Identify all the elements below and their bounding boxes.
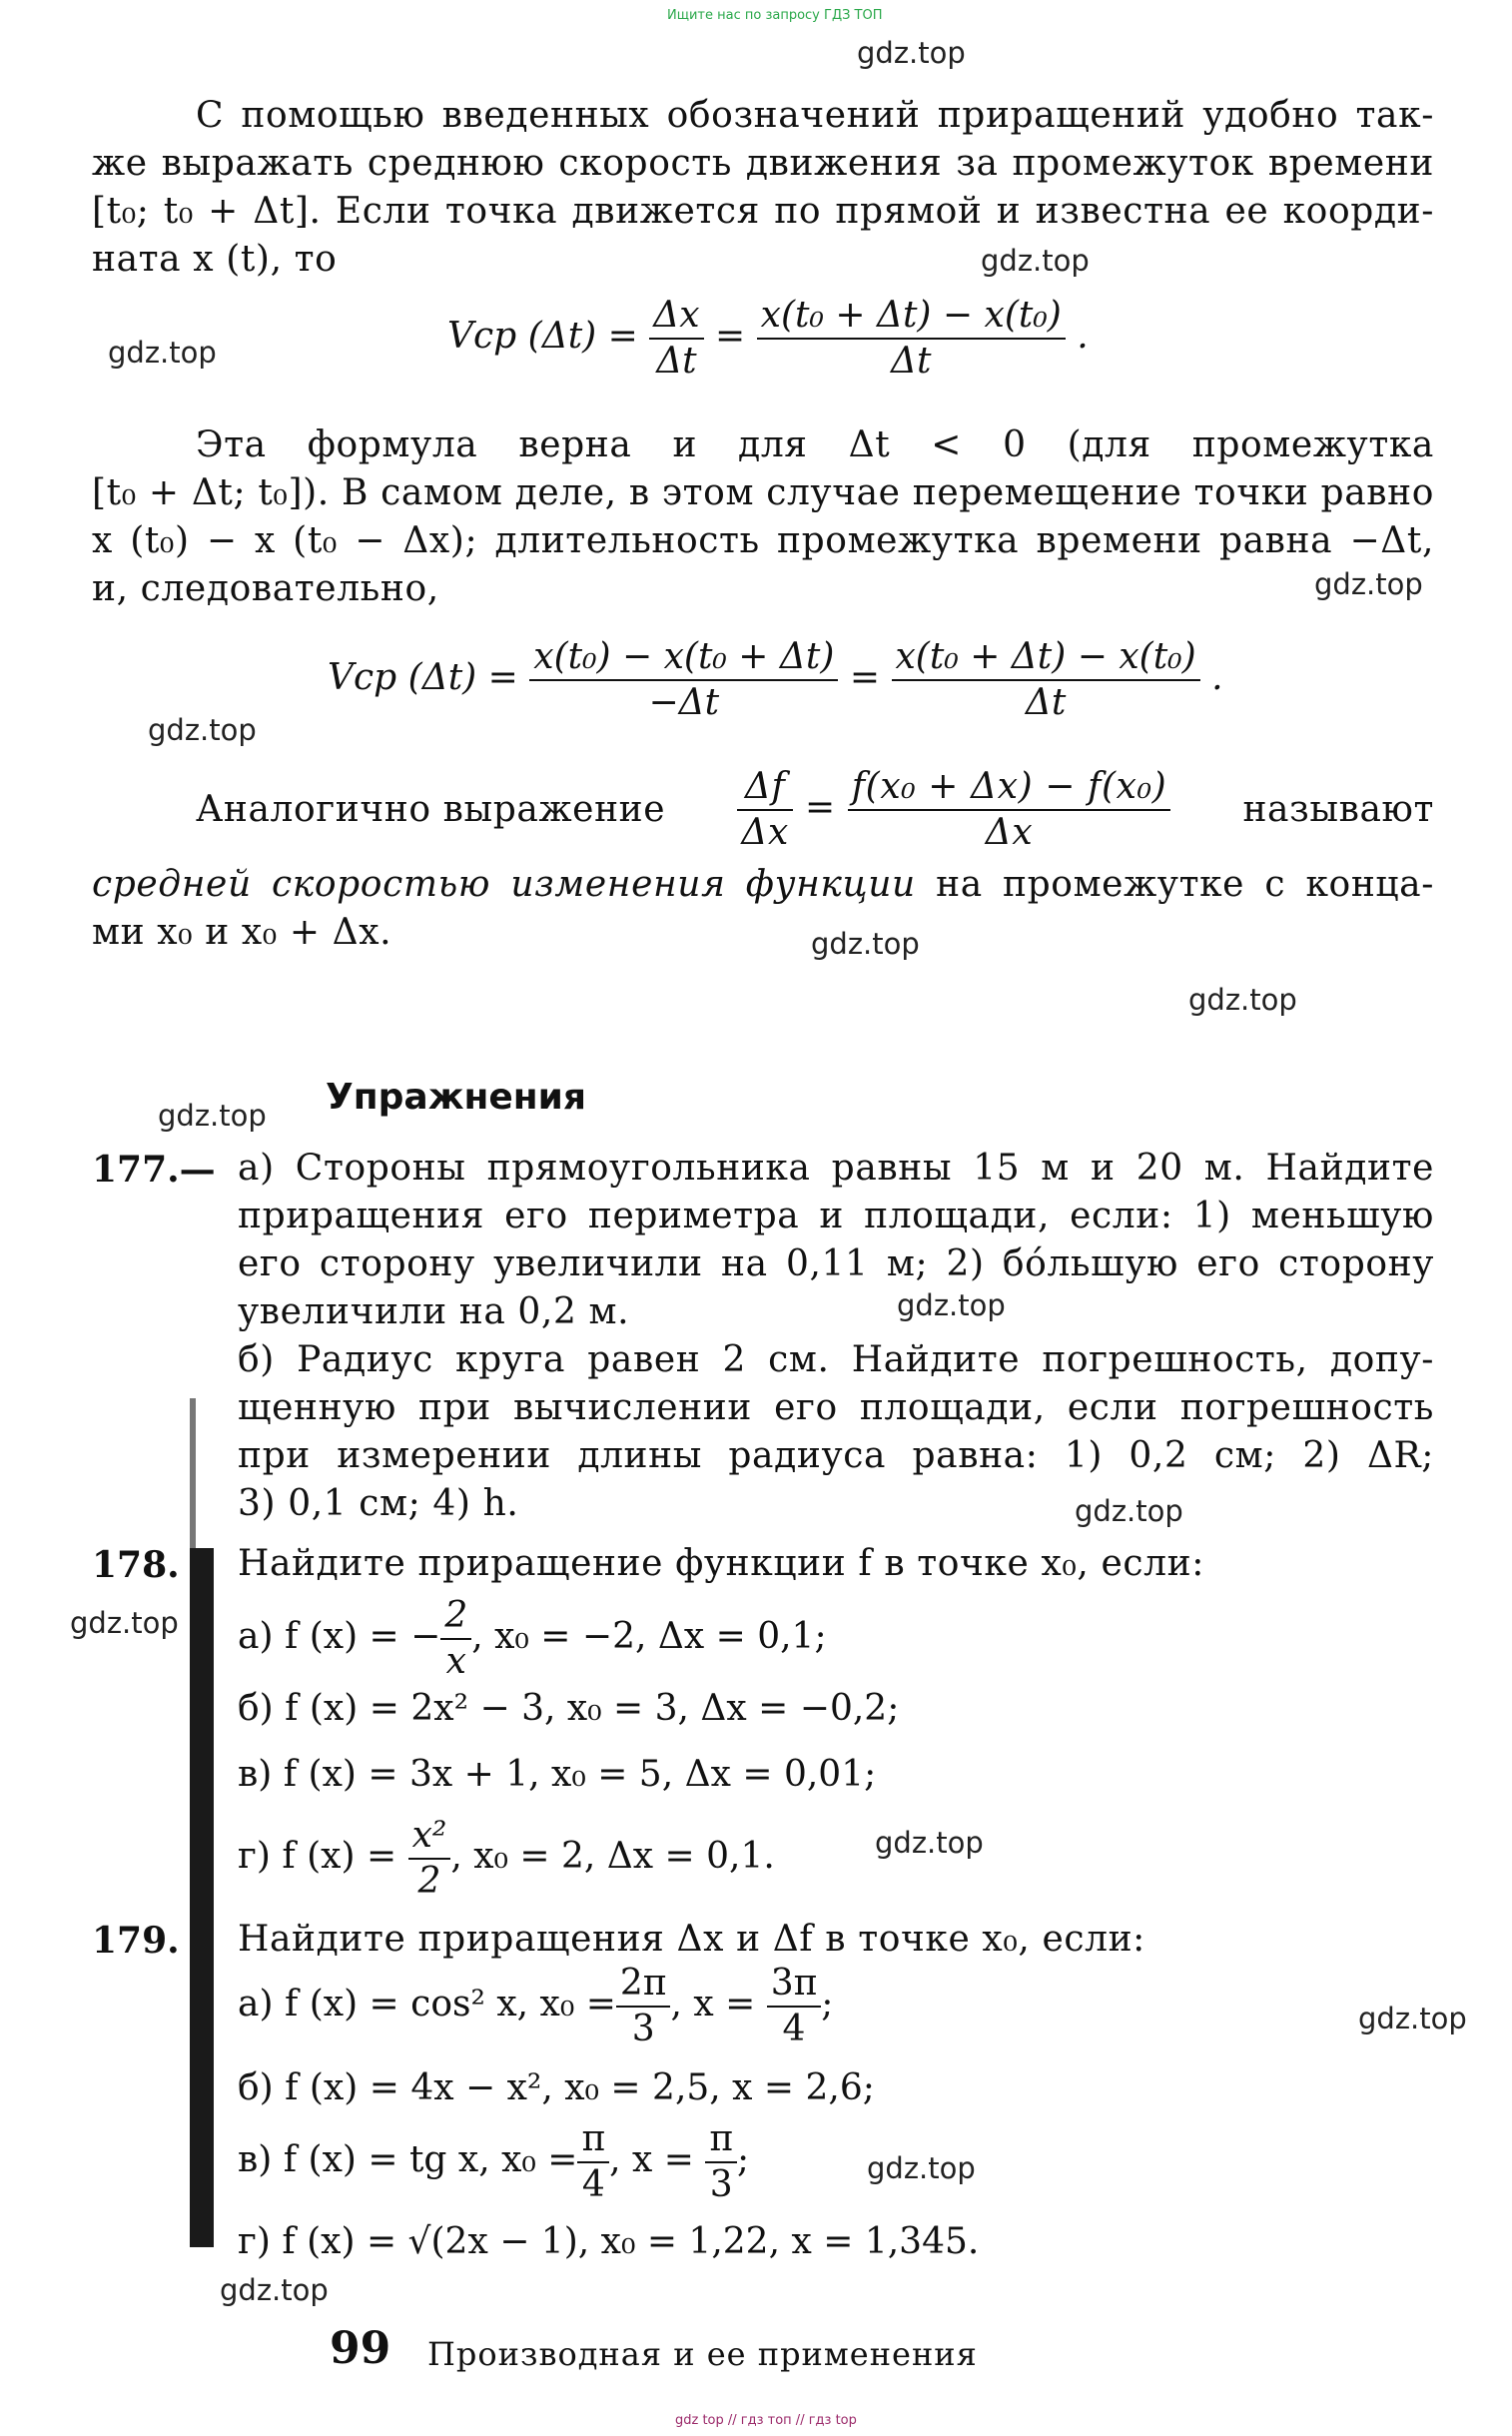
fraction-denominator: Δt — [656, 341, 697, 382]
equals-sign: = — [804, 787, 836, 828]
fraction-denominator: Δx — [985, 812, 1034, 853]
watermark: gdz.top — [867, 2151, 976, 2185]
text-fragment: в) f (x) = tg x, x₀ = — [238, 2139, 578, 2180]
exercise-178-b: б) f (x) = 2x² − 3, x₀ = 3, Δx = −0,2; — [238, 1688, 900, 1729]
watermark: gdz.top — [220, 2273, 329, 2307]
fraction-denominator: 3 — [709, 2164, 733, 2205]
fraction-numerator: x(t₀ + Δt) − x(t₀) — [757, 294, 1066, 340]
text-line: С помощью введенных обозначений приращений удобно так- — [196, 95, 1434, 136]
watermark: gdz.top — [148, 713, 257, 747]
text-line: и, следовательно, — [92, 568, 439, 609]
section-heading: Упражнения — [326, 1077, 587, 1118]
paragraph-2 — [92, 421, 1434, 613]
fraction-numerator: x(t₀) − x(t₀ + Δt) — [529, 635, 838, 681]
text-line: Эта формула верна и для Δt < 0 (для промежутка — [196, 424, 1434, 465]
text-line: при измерении длины радиуса равна: 1) 0,2 см; 2) ΔR; — [238, 1435, 1434, 1476]
exercise-number: 179. — [92, 1920, 180, 1962]
page-number: 99 — [330, 2323, 391, 2374]
margin-bar — [190, 1398, 196, 1548]
fraction-denominator: Δx — [741, 812, 789, 853]
text-line — [92, 861, 1434, 909]
formula-average-velocity — [447, 294, 1089, 384]
text-line: б) Радиус круга равен 2 см. Найдите погрешность, допу- — [238, 1339, 1434, 1380]
text-fragment: а) f (x) = − — [238, 1616, 441, 1657]
text-line: ната x (t), то — [92, 239, 338, 280]
fraction-numerator: 2 — [440, 1594, 471, 1640]
formula-lhs: Vср (Δt) = — [447, 316, 638, 357]
watermark: gdz.top — [70, 1606, 179, 1640]
watermark: gdz.top — [981, 244, 1090, 278]
fraction-denominator: −Δt — [648, 682, 720, 723]
fraction-numerator: 3π — [767, 1962, 822, 2008]
fraction-numerator: π — [705, 2117, 737, 2163]
exercise-177 — [238, 1145, 1434, 1528]
fraction-numerator: π — [577, 2117, 609, 2163]
watermark: gdz.top — [811, 927, 920, 961]
paragraph-3-rest — [92, 861, 1434, 957]
exercise-178 — [238, 1540, 1434, 1588]
exercise-179 — [238, 1916, 1434, 1964]
text-line: ми x₀ и x₀ + Δx. — [92, 912, 392, 953]
watermark: gdz.top — [1358, 2002, 1467, 2035]
text-line: Найдите приращения Δx и Δf в точке x₀, если: — [238, 1919, 1145, 1960]
watermark: gdz.top — [158, 1099, 267, 1133]
fraction-numerator: f(x₀ + Δx) − f(x₀) — [848, 765, 1171, 811]
text-fragment: , x = — [670, 1984, 756, 2025]
text-line: Найдите приращение функции f в точке x₀, если: — [238, 1543, 1204, 1584]
formula-lhs: Vср (Δt) = — [328, 657, 518, 698]
text-line: увеличили на 0,2 м. — [238, 1291, 630, 1332]
fraction-denominator: Δt — [891, 341, 932, 382]
text-fragment: а) f (x) = cos² x, x₀ = — [238, 1984, 616, 2025]
text-line: а) Стороны прямоугольника равны 15 м и 20 м. Найдите — [238, 1148, 1434, 1189]
fraction-numerator: Δf — [737, 765, 793, 811]
text-line: его сторону увеличили на 0,11 м; 2) бо́льшую его сторону — [238, 1243, 1434, 1284]
exercise-number: 177.— — [92, 1149, 216, 1191]
text-fragment: Аналогично выражение — [196, 789, 666, 830]
paragraph-1 — [92, 92, 1434, 284]
exercise-179-c — [238, 2117, 749, 2207]
text-fragment: ; — [821, 1984, 834, 2025]
text-line: приращения его периметра и площади, если: 1) меньшую — [238, 1196, 1434, 1236]
fraction-denominator: 3 — [631, 2009, 655, 2049]
fraction-denominator: 4 — [782, 2009, 806, 2049]
fraction-denominator: x — [445, 1641, 466, 1682]
text-fragment: , x₀ = 2, Δx = 0,1. — [450, 1836, 775, 1877]
exercise-number: 178. — [92, 1544, 180, 1586]
watermark: gdz.top — [1075, 1494, 1183, 1528]
fraction-denominator: 4 — [581, 2164, 605, 2205]
text-fragment: , x₀ = −2, Δx = 0,1; — [471, 1616, 827, 1657]
text-line: же выражать среднюю скорость движения за промежуток времени — [92, 143, 1434, 184]
fraction-numerator: x² — [408, 1814, 451, 1860]
exercise-179-a — [238, 1962, 833, 2051]
fraction-numerator: x(t₀ + Δt) − x(t₀) — [892, 635, 1200, 681]
text-fragment: , x = — [609, 2139, 694, 2180]
text-line: [t₀; t₀ + Δt]. Если точка движется по прямой и известна ее коорди- — [92, 191, 1434, 232]
fraction-numerator: Δx — [649, 294, 703, 340]
exercise-178-c: в) f (x) = 3x + 1, x₀ = 5, Δx = 0,01; — [238, 1754, 877, 1795]
paragraph-3-line-1 — [196, 765, 1434, 855]
watermark: gdz.top — [108, 336, 217, 370]
watermark: gdz.top — [857, 36, 966, 70]
fraction-denominator: Δt — [1025, 682, 1067, 723]
fraction-numerator: 2π — [616, 1962, 671, 2008]
watermark: gdz.top — [897, 1288, 1006, 1322]
text-line: щенную при вычислении его площади, если погрешность — [238, 1387, 1434, 1428]
watermark: gdz.top — [1188, 983, 1297, 1017]
formula-average-velocity-negative — [328, 635, 1223, 725]
formula-end: . — [1077, 316, 1089, 357]
equals-sign: = — [849, 657, 881, 698]
text-line: x (t₀) − x (t₀ − Δx); длительность промежутка времени равна −Δt, — [92, 520, 1434, 561]
watermark: gdz.top — [875, 1826, 984, 1860]
exercise-179-b: б) f (x) = 4x − x², x₀ = 2,5, x = 2,6; — [238, 2067, 875, 2108]
text-line: 3) 0,1 см; 4) h. — [238, 1483, 519, 1524]
margin-bar — [190, 1548, 214, 2247]
definition-term: средней скоростью изменения функции — [92, 864, 916, 905]
top-banner: Ищите нас по запросу ГДЗ ТОП — [667, 8, 883, 23]
running-footer: Производная и ее применения — [427, 2335, 978, 2373]
text-fragment: ; — [737, 2139, 750, 2180]
watermark: gdz.top — [1314, 567, 1423, 601]
formula-end: . — [1211, 657, 1223, 698]
text-fragment: г) f (x) = — [238, 1836, 397, 1877]
fraction-denominator: 2 — [417, 1861, 441, 1902]
equals-sign: = — [715, 316, 746, 357]
bottom-banner: gdz top // гдз топ // гдз top — [675, 2413, 857, 2428]
exercise-178-a — [238, 1594, 827, 1684]
exercise-179-d: г) f (x) = √(2x − 1), x₀ = 1,22, x = 1,345. — [238, 2221, 980, 2262]
text-fragment: на промежутке с конца- — [936, 864, 1435, 905]
exercise-178-d — [238, 1814, 775, 1904]
text-fragment: называют — [1242, 789, 1434, 830]
text-line: [t₀ + Δt; t₀]). В самом деле, в этом случае перемещение точки равно — [92, 472, 1434, 513]
